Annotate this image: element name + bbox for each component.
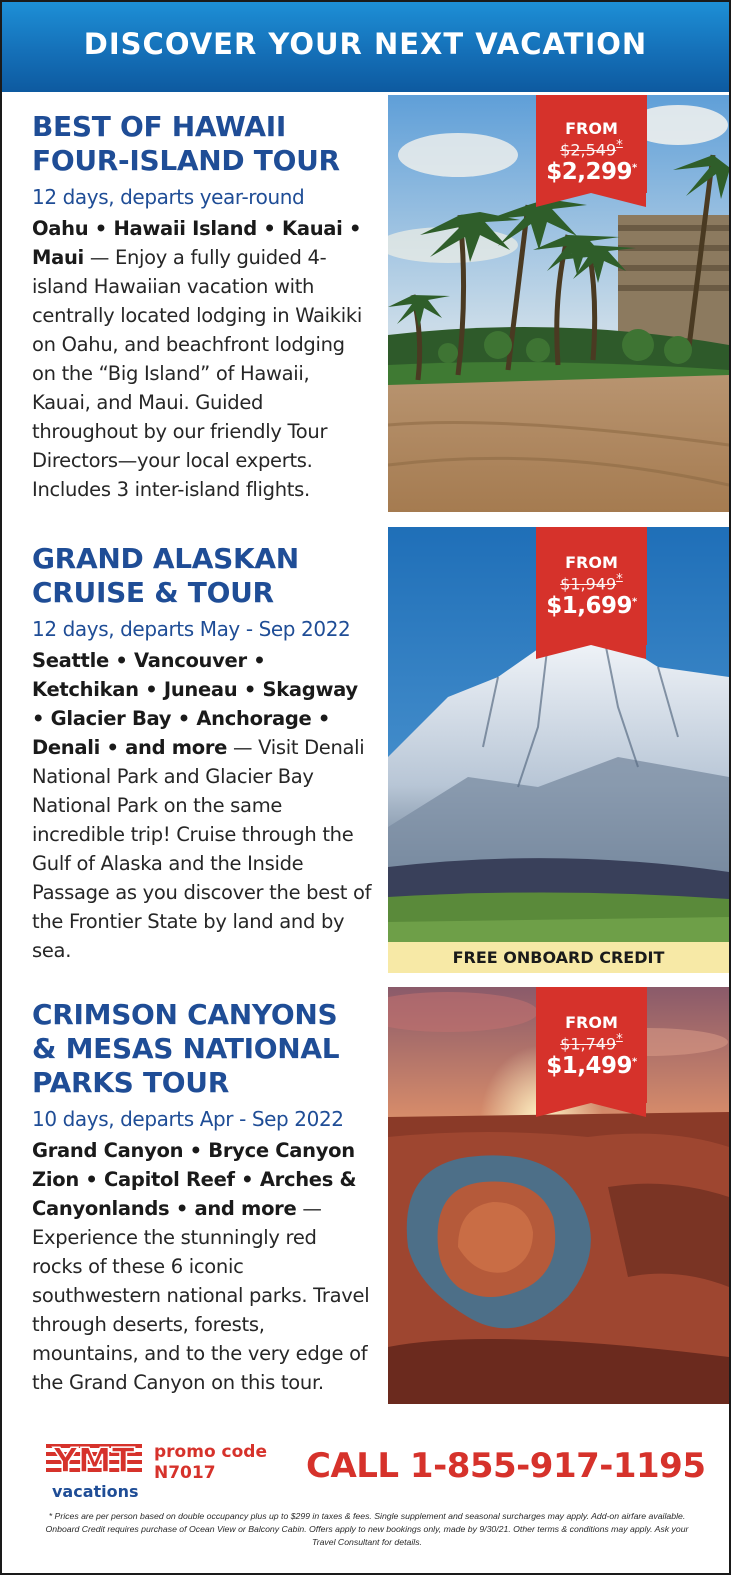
banner-title: DISCOVER YOUR NEXT VACATION	[83, 27, 648, 61]
header-banner	[2, 2, 729, 92]
price-tag	[536, 527, 647, 645]
price-from-label: FROM	[565, 119, 618, 138]
tour-subtitle: 10 days, departs Apr - Sep 2022	[32, 1107, 344, 1131]
tour-description	[32, 646, 372, 965]
price-was: $2,549*	[560, 138, 623, 160]
tour-alaska	[32, 542, 372, 965]
onboard-credit-badge: FREE ONBOARD CREDIT	[388, 942, 729, 973]
tour-description	[32, 1136, 372, 1397]
hawaii-photo	[388, 95, 729, 512]
tour-title	[32, 110, 372, 178]
logo-vacations-text: vacations	[52, 1482, 139, 1501]
tour-title-line: & MESAS NATIONAL	[32, 1032, 340, 1065]
tour-highlights: Oahu • Hawaii Island • Kauai • Maui	[32, 217, 362, 269]
ymt-logo-mark	[46, 1438, 142, 1478]
tour-title	[32, 998, 372, 1100]
tour-description	[32, 214, 372, 504]
tour-title	[32, 542, 372, 610]
price-from-label: FROM	[565, 553, 618, 572]
tour-hawaii	[32, 110, 372, 504]
footer	[2, 1422, 729, 1575]
call-phone-number[interactable]: CALL 1-855-917-1195	[306, 1446, 706, 1486]
price-tag	[536, 95, 647, 193]
ymt-logo	[46, 1438, 142, 1501]
svg-text:YMT: YMT	[53, 1441, 135, 1478]
canyon-photo	[388, 987, 729, 1404]
tour-title-line: PARKS TOUR	[32, 1066, 229, 1099]
fine-print: * Prices are per person based on double occupancy plus up to $299 in taxes & fees. Single supplement and seasonal surcharges may apply. Add-on airfare available. Onboard Credit requires purchase of Ocean View or Balcony Cabin. Offers apply to new bookings only, made by 9/30/21. Other terms & conditions may apply. Ask your Travel Consultant for details.	[45, 1511, 689, 1547]
price-was: $1,949*	[560, 572, 623, 594]
tour-title-line: CRIMSON CANYONS	[32, 998, 338, 1031]
tour-title-line: BEST OF HAWAII	[32, 110, 286, 143]
price-from-label: FROM	[565, 1013, 618, 1032]
tour-description-text: — Experience the stunningly red rocks of these 6 iconic southwestern national parks. Travel through deserts, forests, mountains, and to the very edge of the Grand Canyon on this tour.	[32, 1197, 370, 1394]
tour-description-text: — Visit Denali National Park and Glacier Bay National Park on the same incredible trip! Cruise through the Gulf of Alaska and the Inside Passage as you discover the best of the Frontier State by land and by sea.	[32, 736, 372, 962]
tour-title-line: CRUISE & TOUR	[32, 576, 274, 609]
tour-canyons	[32, 998, 372, 1397]
tour-highlights: Seattle • Vancouver • Ketchikan • Juneau • Skagway • Glacier Bay • Anchorage • Denali • and more	[32, 649, 358, 759]
price-now: $2,299*	[546, 159, 637, 186]
promo-code	[154, 1442, 267, 1484]
tour-subtitle: 12 days, departs May - Sep 2022	[32, 617, 351, 641]
alaska-photo	[388, 527, 729, 942]
price-now: $1,499*	[546, 1053, 637, 1080]
promo-code-value: N7017	[154, 1463, 216, 1483]
tour-title-line: FOUR-ISLAND TOUR	[32, 144, 340, 177]
tour-description-text: — Enjoy a fully guided 4-island Hawaiian vacation with centrally located lodging in Waikiki on Oahu, and beachfront lodging on the “Big Island” of Hawaii, Kauai, and Maui. Guided throughout by our friendly Tour Directors—your local experts. Includes 3 inter-island flights.	[32, 246, 362, 501]
price-was: $1,749*	[560, 1032, 623, 1054]
tour-title-line: GRAND ALASKAN	[32, 542, 299, 575]
promo-label: promo code	[154, 1442, 267, 1462]
price-tag	[536, 987, 647, 1103]
price-now: $1,699*	[546, 593, 637, 620]
tour-subtitle: 12 days, departs year-round	[32, 185, 305, 209]
tour-highlights: Grand Canyon • Bryce Canyon Zion • Capitol Reef • Arches & Canyonlands • and more	[32, 1139, 357, 1220]
